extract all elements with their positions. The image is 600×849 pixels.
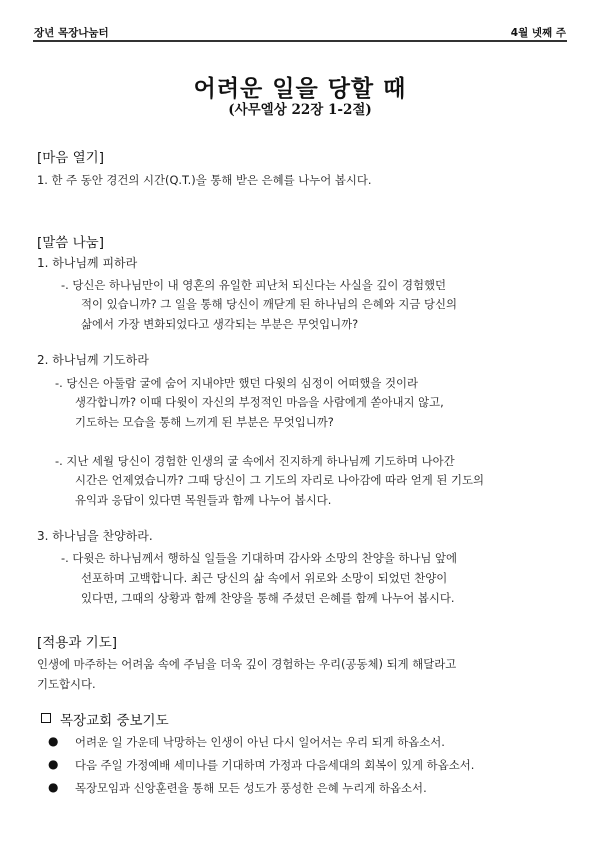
header-right: 4월 넷째 주	[510, 26, 566, 39]
prayer-item-1: 어려운 일 가운데 낙망하는 인생이 아닌 다시 일어서는 우리 되게 하옵소서.	[75, 735, 445, 749]
item3-q1-line3: 있다면, 그때의 상황과 함께 찬양을 통해 주셨던 은혜를 함께 나누어 봅시다.	[81, 591, 455, 605]
bullet-icon: ●	[48, 734, 59, 748]
prayer-item-3: 목장모임과 신앙훈련을 통해 모든 성도가 풍성한 은혜 누리게 하옵소서.	[75, 781, 427, 795]
open-section-heading: [마음 열기]	[37, 150, 104, 166]
page-title: 어려운 일을 당할 때	[193, 75, 407, 102]
page-header	[34, 22, 566, 42]
item3-q1-line2: 선포하며 고백합니다. 최근 당신의 삶 속에서 위로와 소망이 되었던 찬양이	[81, 571, 448, 585]
prayer-item-2: 다음 주일 가정예배 세미나를 기대하며 가정과 다음세대의 회복이 있게 하옵소서.	[75, 758, 475, 772]
checkbox-square-icon	[41, 713, 51, 723]
bullet-icon: ●	[48, 757, 59, 771]
word-section-heading: [말씀 나눔]	[37, 235, 104, 251]
item2-q2-line3: 유익과 응답이 있다면 목원들과 함께 나누어 봅시다.	[75, 493, 332, 507]
prayer-section-heading: 목장교회 중보기도	[60, 713, 169, 729]
item2-q2-line1: -. 지난 세월 당신이 경험한 인생의 굴 속에서 진지하게 하나님께 기도하며 나아간	[55, 454, 455, 468]
header-left: 장년 목장나눔터	[34, 26, 109, 39]
item2-q2-line2: 시간은 언제였습니까? 그때 당신이 그 기도의 자리로 나아감에 따라 얻게 된 기도의	[75, 473, 484, 487]
item2-q1-line3: 기도하는 모습을 통해 느끼게 된 부분은 무엇입니까?	[75, 415, 334, 429]
item1-title: 1. 하나님께 피하라	[37, 256, 138, 270]
apply-line2: 기도합시다.	[37, 677, 96, 691]
header-divider	[33, 40, 567, 42]
item2-q1-line2: 생각합니까? 이때 다윗이 자신의 부정적인 마음을 사람에게 쏟아내지 않고,	[75, 395, 444, 409]
item2-title: 2. 하나님께 기도하라	[37, 353, 149, 367]
apply-section-heading: [적용과 기도]	[37, 635, 118, 651]
item1-q1-line2: 적이 있습니까? 그 일을 통해 당신이 깨닫게 된 하나님의 은혜와 지금 당신의	[81, 297, 457, 311]
page-subtitle: (사무엘상 22장 1-2절)	[228, 102, 372, 118]
item1-q1-line3: 삶에서 가장 변화되었다고 생각되는 부분은 무엇입니까?	[81, 317, 359, 331]
item3-q1-line1: -. 다윗은 하나님께서 행하실 일들을 기대하며 감사와 소망의 찬양을 하나님 앞에	[61, 551, 458, 565]
item1-q1-line1: -. 당신은 하나님만이 내 영혼의 유일한 피난처 되신다는 사실을 깊이 경험했던	[61, 278, 447, 292]
open-question: 1. 한 주 동안 경건의 시간(Q.T.)을 통해 받은 은혜를 나누어 봅시다.	[37, 173, 372, 187]
bullet-icon: ●	[48, 780, 59, 794]
item2-q1-line1: -. 당신은 아둘람 굴에 숨어 지내야만 했던 다윗의 심정이 어떠했을 것이라	[55, 376, 419, 390]
item3-title: 3. 하나님을 찬양하라.	[37, 529, 153, 543]
apply-line1: 인생에 마주하는 어려움 속에 주님을 더욱 깊이 경험하는 우리(공동체) 되게 해달라고	[37, 657, 457, 671]
